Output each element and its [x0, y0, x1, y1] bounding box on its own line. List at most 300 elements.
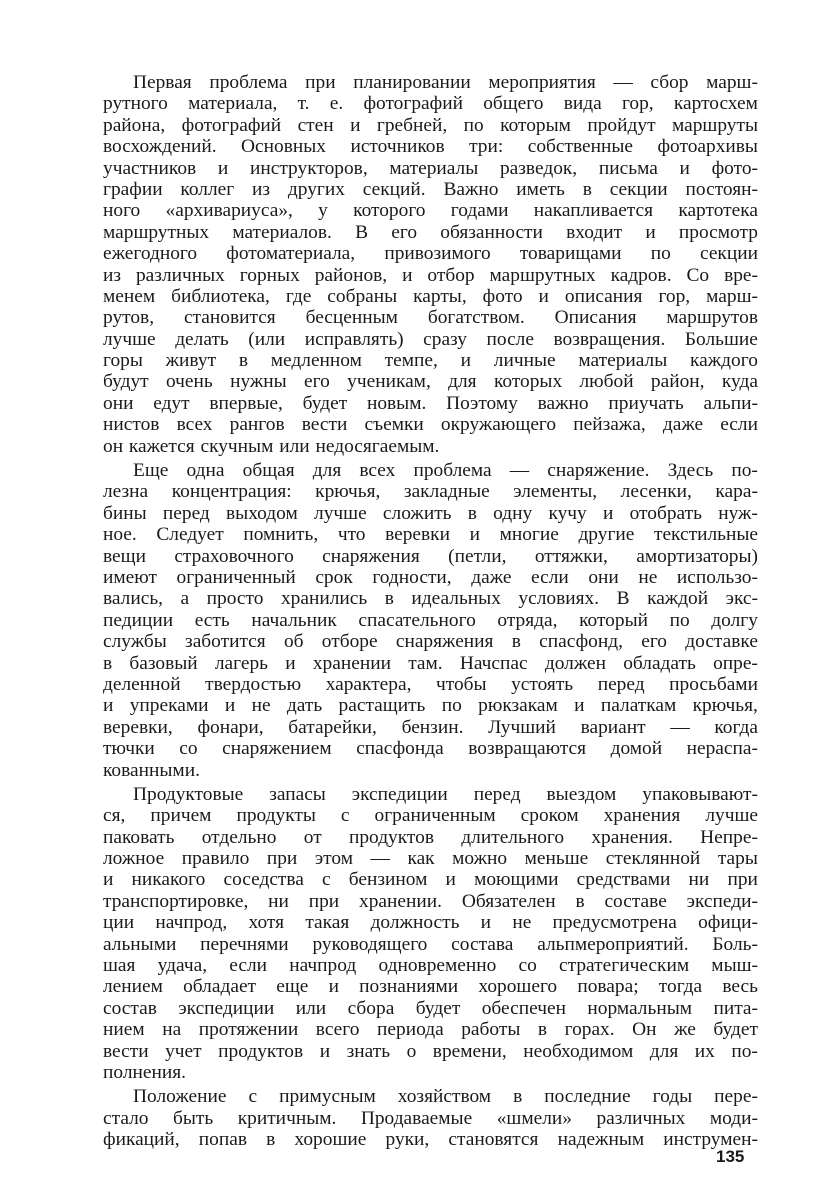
word: разведок, — [499, 157, 578, 179]
word: по — [669, 609, 690, 631]
word: рангов — [229, 414, 285, 436]
word: богатством. — [427, 307, 525, 329]
word: даже — [662, 414, 704, 436]
word: доставке — [685, 631, 758, 653]
word: и — [217, 157, 229, 179]
text-line: он кажется скучным или недосягаемым. — [103, 435, 440, 457]
word: в — [537, 1019, 548, 1041]
word: районов, — [314, 264, 388, 286]
word: опре- — [713, 652, 758, 674]
word: в — [575, 890, 585, 912]
word: тары — [717, 848, 758, 870]
word: нием — [103, 1019, 145, 1041]
word: и — [538, 285, 549, 307]
word: хранения — [603, 805, 681, 827]
word: работы — [461, 1019, 521, 1041]
text-line — [103, 1129, 758, 1150]
word: кара- — [715, 481, 758, 503]
word: в — [384, 588, 394, 610]
word: батарейки, — [288, 716, 377, 738]
text-line — [103, 653, 758, 674]
word: на — [162, 1019, 182, 1041]
text-line — [103, 307, 758, 328]
word: одна — [186, 460, 225, 482]
word: Следует — [156, 524, 224, 546]
word: ложное — [103, 848, 165, 870]
word: удача, — [157, 955, 208, 977]
text-line — [103, 115, 758, 136]
word: не — [512, 912, 532, 934]
word: гребней, — [376, 114, 448, 136]
word: товарищами — [519, 243, 622, 265]
word: вещи — [103, 545, 146, 567]
word: из — [103, 264, 122, 286]
word: времени, — [432, 1040, 507, 1062]
word: меньше — [524, 848, 589, 870]
text-line — [103, 393, 758, 414]
word: планировании — [353, 72, 471, 93]
text-line: полнения. — [103, 1061, 186, 1083]
word: — — [670, 716, 690, 738]
word: вались, — [103, 588, 164, 610]
word: о — [406, 1040, 417, 1062]
word: весь — [722, 976, 758, 998]
word: Здесь — [667, 460, 714, 482]
word: ежегодного — [103, 243, 198, 265]
word: библиотека, — [171, 285, 270, 307]
word: — — [613, 72, 633, 93]
word: снаряжения — [322, 545, 420, 567]
word: и — [103, 869, 114, 891]
word: выездом — [546, 783, 617, 805]
word: В — [616, 588, 630, 610]
word: мыш- — [711, 955, 758, 977]
word: стало — [103, 1107, 149, 1129]
word: никакого — [131, 869, 206, 891]
word: возвращаются — [468, 738, 587, 760]
word: ного — [103, 200, 141, 222]
word: из — [252, 178, 271, 200]
word: района, — [103, 114, 166, 136]
word: хотя — [248, 912, 285, 934]
word: просто — [206, 588, 264, 610]
word: и — [460, 350, 472, 372]
word: собственные — [527, 136, 634, 158]
word: ни — [268, 890, 289, 912]
word: транспортировке, — [103, 890, 249, 912]
word: альпмероприятий. — [537, 933, 689, 955]
word: или — [295, 997, 327, 1019]
word: последние — [544, 1086, 631, 1108]
word: бензин. — [401, 716, 464, 738]
word: — — [509, 460, 530, 482]
word: даже — [471, 566, 512, 588]
word: менем — [103, 285, 156, 307]
word: входит — [566, 221, 623, 243]
word: повара; — [577, 976, 639, 998]
word: новым. — [366, 392, 427, 414]
word: Начспас — [459, 652, 528, 674]
word: Продаваемые — [360, 1107, 473, 1129]
word: руки, — [385, 1129, 430, 1151]
word: лением — [103, 976, 163, 998]
word: различных — [596, 1107, 686, 1129]
word: познаниями — [359, 976, 459, 998]
word: Первая — [133, 72, 192, 93]
word: офици- — [698, 912, 758, 934]
word: хорошего — [478, 976, 558, 998]
word: приучать — [608, 392, 684, 414]
word: после — [486, 328, 534, 350]
word: его — [391, 221, 418, 243]
word: каждой — [647, 588, 709, 610]
word: упаковывают- — [642, 783, 758, 805]
word: характера, — [325, 673, 412, 695]
word: домой — [610, 738, 663, 760]
word: и — [319, 1040, 331, 1062]
text-line — [103, 158, 758, 179]
word: съемки — [364, 414, 424, 436]
word: знать — [346, 1040, 391, 1062]
word: экс- — [725, 588, 758, 610]
word: срок — [315, 566, 353, 588]
word: обладает — [183, 976, 257, 998]
word: сбор — [650, 72, 689, 93]
text-line — [103, 243, 758, 264]
word: впервые, — [209, 392, 283, 414]
word: материалы — [389, 157, 479, 179]
word: спасательного — [358, 609, 476, 631]
word: картотека — [678, 200, 758, 222]
text-line — [103, 524, 758, 545]
word: гор, — [658, 285, 691, 307]
word: стеклянной — [605, 848, 701, 870]
word: горах. — [564, 1019, 615, 1041]
word: фотоматериала, — [226, 243, 356, 265]
word: иметь — [516, 178, 565, 200]
word: нистов — [103, 414, 160, 436]
word: хорошие — [294, 1129, 367, 1151]
word: элементы, — [513, 481, 598, 503]
word: где — [285, 285, 312, 307]
word: для — [649, 1040, 679, 1062]
text-line — [103, 503, 758, 524]
word: упреками — [129, 695, 209, 717]
word: спасфонд, — [539, 631, 623, 653]
word: другие — [578, 524, 635, 546]
word: идеальных — [411, 588, 501, 610]
text-line — [103, 998, 758, 1019]
word: хранились — [280, 588, 368, 610]
word: снаряжением — [222, 738, 332, 760]
word: по- — [731, 460, 758, 482]
word: личные — [493, 350, 556, 372]
word: постоян- — [685, 178, 758, 200]
word: амортизаторы) — [636, 545, 758, 567]
word: страховочного — [174, 545, 294, 567]
word: оттяжки, — [534, 545, 608, 567]
word: горных — [239, 264, 300, 286]
word: перечнями — [200, 933, 289, 955]
word: учет — [165, 1040, 202, 1062]
word: т. — [297, 93, 310, 115]
page-text — [103, 72, 758, 1151]
word: веревки, — [103, 716, 173, 738]
word: со — [179, 738, 198, 760]
word: пройдут — [587, 114, 656, 136]
word: будут — [103, 371, 149, 393]
word: лагерь — [214, 652, 269, 674]
word: для — [312, 460, 342, 482]
word: если — [531, 566, 569, 588]
word: снаряжения — [395, 631, 494, 653]
word: лучше — [103, 328, 156, 350]
word: соседства — [223, 869, 304, 891]
word: «архивариуса», — [165, 200, 293, 222]
word: фонари, — [197, 716, 264, 738]
word: Описания — [554, 307, 637, 329]
word: одновременно — [378, 955, 497, 977]
word: становятся — [448, 1129, 539, 1151]
word: ни — [688, 869, 710, 891]
word: перед — [162, 502, 210, 524]
word: и — [602, 502, 614, 524]
word: руководящего — [312, 933, 428, 955]
text-line — [103, 200, 758, 221]
word: инструмен- — [663, 1129, 758, 1151]
word: в — [266, 1129, 276, 1151]
text-line — [103, 674, 758, 695]
word: вести — [301, 414, 348, 436]
word: которых — [493, 371, 563, 393]
word: концентрация: — [171, 481, 292, 503]
word: протяжении — [198, 1019, 299, 1041]
text-line: кованными. — [103, 759, 200, 781]
word: общего — [483, 93, 544, 115]
word: годности, — [372, 566, 452, 588]
word: годы — [652, 1086, 693, 1108]
word: любой — [579, 371, 634, 393]
word: карты, — [413, 285, 467, 307]
text-line — [103, 891, 758, 912]
word: которого — [353, 200, 426, 222]
word: Еще — [133, 460, 169, 482]
word: отборе — [321, 631, 378, 653]
word: при — [727, 869, 758, 891]
word: должен — [544, 652, 606, 674]
word: марш- — [706, 72, 758, 93]
word: вариант — [580, 716, 646, 738]
text-line — [103, 222, 758, 243]
word: бины — [103, 502, 147, 524]
word: Поэтому — [446, 392, 518, 414]
word: в — [103, 652, 113, 674]
word: многие — [499, 524, 559, 546]
word: участников — [103, 157, 197, 179]
word: Непре- — [700, 826, 758, 848]
text-line — [103, 72, 758, 93]
text-line — [103, 265, 758, 286]
word: просьбами — [669, 673, 758, 695]
word: есть — [194, 609, 230, 631]
word: привозимого — [384, 243, 491, 265]
word: три: — [469, 136, 504, 158]
word: отобрать — [629, 502, 702, 524]
word: дать — [286, 695, 323, 717]
word: рутов, — [103, 307, 155, 329]
word: предусмотрена — [552, 912, 677, 934]
word: и — [574, 695, 585, 717]
text-line — [103, 371, 758, 392]
word: секции — [609, 178, 668, 200]
word: е. — [329, 93, 344, 115]
text-line — [103, 481, 758, 502]
text-line — [103, 717, 758, 738]
word: ограниченным — [374, 805, 496, 827]
word: условиях. — [518, 588, 600, 610]
word: медленном — [270, 350, 362, 372]
word: проблема — [413, 460, 492, 482]
word: продукты — [236, 805, 316, 827]
word: экспеди- — [686, 890, 758, 912]
word: фотографий — [363, 93, 463, 115]
word: накапливается — [533, 200, 654, 222]
word: лучше — [705, 805, 758, 827]
word: нераспа- — [686, 738, 758, 760]
word: будет — [713, 1019, 758, 1041]
word: средствами — [576, 869, 671, 891]
word: всего — [315, 1019, 360, 1041]
word: маршрутных — [489, 264, 596, 286]
word: рюкзакам — [478, 695, 558, 717]
word: (петли, — [448, 545, 507, 567]
text-line — [103, 955, 758, 976]
word: и — [445, 869, 456, 891]
word: его — [304, 371, 330, 393]
word: который — [579, 609, 648, 631]
word: и — [645, 221, 656, 243]
word: когда — [714, 716, 758, 738]
word: в — [238, 350, 249, 372]
word: нужны — [230, 371, 287, 393]
word: и — [402, 264, 413, 286]
word: Он — [632, 1019, 657, 1041]
word: и — [469, 524, 480, 546]
word: не — [251, 695, 271, 717]
word: а — [180, 588, 190, 610]
word: состава — [451, 933, 514, 955]
word: экспедиции — [351, 783, 448, 805]
text-line — [103, 136, 758, 157]
word: бесценным — [305, 307, 398, 329]
word: пейзажа, — [573, 414, 646, 436]
word: проблема — [209, 72, 288, 93]
word: они — [103, 392, 134, 414]
word: альными — [103, 933, 177, 955]
word: там. — [408, 652, 443, 674]
word: рутного — [103, 93, 168, 115]
word: письма — [598, 157, 658, 179]
word: хранения. — [591, 826, 673, 848]
word: помнить, — [243, 524, 319, 546]
word: базовый — [129, 652, 198, 674]
word: «шмели» — [496, 1107, 572, 1129]
word: по — [441, 695, 462, 717]
word: и — [224, 695, 236, 717]
word: начпрод, — [155, 912, 228, 934]
word: шая — [103, 955, 136, 977]
text-line — [103, 738, 758, 759]
text-line — [103, 286, 758, 307]
text-line — [103, 546, 758, 567]
text-line — [103, 784, 758, 805]
word: при — [266, 848, 298, 870]
word: с — [248, 1086, 258, 1108]
word: просмотр — [678, 221, 758, 243]
word: в — [513, 1086, 523, 1108]
word: быть — [172, 1107, 214, 1129]
word: об — [283, 631, 304, 653]
word: деленной — [103, 673, 181, 695]
word: использо- — [676, 566, 758, 588]
word: одну — [493, 502, 533, 524]
word: необходимом — [523, 1040, 634, 1062]
word: периода — [377, 1019, 444, 1041]
word: еще — [276, 976, 309, 998]
word: — — [370, 848, 390, 870]
word: материалы — [578, 350, 668, 372]
word: нуж- — [718, 502, 758, 524]
word: чтобы — [435, 673, 487, 695]
word: живут — [165, 350, 217, 372]
word: собраны — [327, 285, 398, 307]
word: источников — [350, 136, 445, 158]
word: лучше — [314, 502, 367, 524]
word: маршруты — [671, 114, 758, 136]
text-line — [103, 414, 758, 435]
word: маршрутов — [666, 307, 758, 329]
word: правило — [181, 848, 250, 870]
word: с — [322, 869, 331, 891]
word: снаряжение. — [547, 460, 650, 482]
word: вре- — [724, 264, 758, 286]
word: продуктов — [348, 826, 434, 848]
word: лесенки, — [620, 481, 692, 503]
text-line — [103, 805, 758, 826]
word: важно — [537, 392, 589, 414]
text-line — [103, 869, 758, 890]
text-line — [103, 567, 758, 588]
word: длительного — [461, 826, 565, 848]
text-line — [103, 93, 758, 114]
word: вида — [563, 93, 602, 115]
word: по — [463, 114, 484, 136]
word: крючья, — [692, 695, 758, 717]
word: и — [285, 652, 296, 674]
word: вести — [103, 1040, 149, 1062]
word: которым — [500, 114, 571, 136]
word: и — [679, 157, 690, 179]
word: для — [448, 371, 477, 393]
word: долгу — [711, 609, 758, 631]
word: растащить — [338, 695, 426, 717]
word: каждого — [690, 350, 758, 372]
word: твердостью — [205, 673, 302, 695]
word: в — [467, 502, 477, 524]
word: отдельно — [201, 826, 277, 848]
word: крючья, — [315, 481, 381, 503]
word: запасы — [269, 783, 326, 805]
